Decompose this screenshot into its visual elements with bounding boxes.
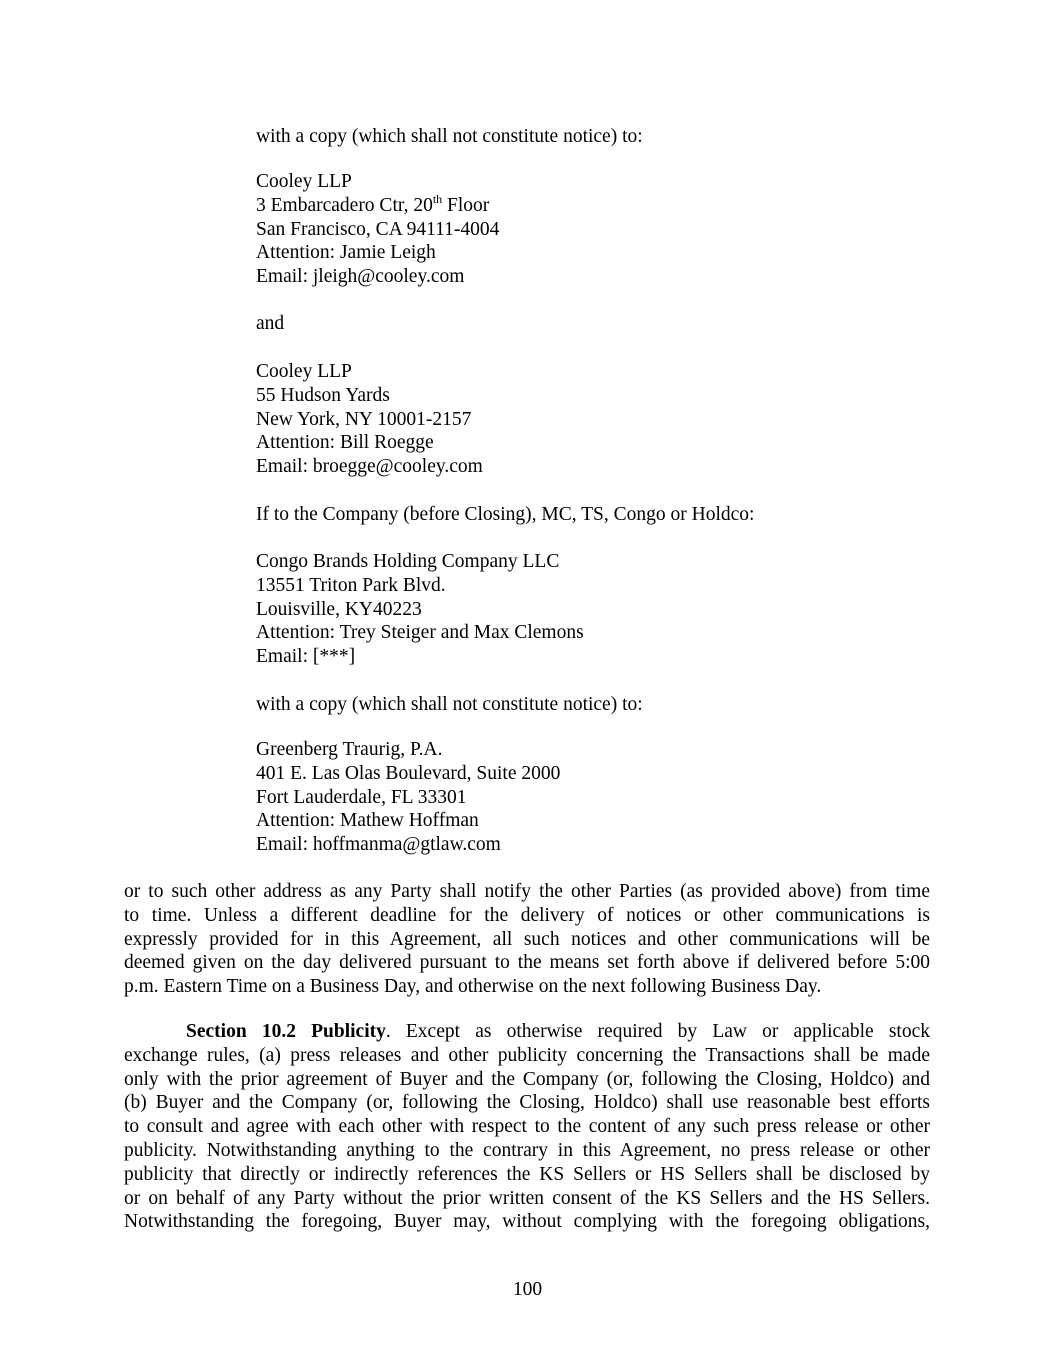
paragraph-line: p.m. Eastern Time on a Business Day, and otherwise on the next following Business Day. [124,976,822,998]
paragraph-line: only with the prior agreement of Buyer and the Company (or, following the Closing, Holdco) and [124,1068,930,1090]
paragraph-line: Notwithstanding the foregoing, Buyer may, without complying with the foregoing obligations, [124,1211,930,1233]
paragraph-line: (b) Buyer and the Company (or, following the Closing, Holdco) shall use reasonable best efforts [124,1092,930,1114]
paragraph-line: publicity that directly or indirectly references the KS Sellers or HS Sellers shall be disclosed by [124,1163,930,1185]
paragraph-line: expressly provided for in this Agreement, all such notices and other communications will be [124,928,930,950]
attention-line: Attention: Jamie Leigh [256,242,436,264]
street-address: 3 Embarcadero Ctr, 20th Floor [256,191,490,216]
email-line: Email: hoffmanma@gtlaw.com [256,834,501,856]
paragraph-line: or on behalf of any Party without the prior written consent of the KS Sellers and the HS Sellers. [124,1187,930,1209]
section-10-2-publicity [124,1020,930,1234]
firm-name: Cooley LLP [256,171,352,192]
address-block-cooley-ny [256,360,483,479]
attention-line: Attention: Trey Steiger and Max Clemons [256,622,584,644]
street-address: 55 Hudson Yards [256,384,390,406]
copy-notice-2: with a copy (which shall not constitute notice) to: [256,694,643,715]
paragraph-line: to time. Unless a different deadline for the delivery of notices or other communications is [124,904,930,926]
email-line: Email: [***] [256,646,356,668]
firm-name: Congo Brands Holding Company LLC [256,551,560,572]
and-separator: and [256,313,285,334]
paragraph-line: deemed given on the day delivered pursuant to the means set forth above if delivered before 5:00 [124,952,930,974]
if-to-company-heading: If to the Company (before Closing), MC, TS, Congo or Holdco: [256,504,755,525]
firm-name: Greenberg Traurig, P.A. [256,739,443,760]
section-first-line: Section 10.2 Publicity. Except as otherwise required by Law or applicable stock [186,1021,930,1042]
street-address: 13551 Triton Park Blvd. [256,574,446,596]
email-line: Email: broegge@cooley.com [256,456,483,478]
address-block-greenberg [256,738,560,857]
copy-notice-1: with a copy (which shall not constitute notice) to: [256,126,643,147]
firm-name: Cooley LLP [256,361,352,382]
paragraph-line: exchange rules, (a) press releases and other publicity concerning the Transactions shall be made [124,1044,930,1066]
address-block-congo [256,550,584,669]
city-line: Fort Lauderdale, FL 33301 [256,786,467,808]
email-line: Email: jleigh@cooley.com [256,266,465,288]
city-line: New York, NY 10001-2157 [256,408,472,430]
page-number: 100 [512,1279,543,1300]
paragraph-line: or to such other address as any Party shall notify the other Parties (as provided above) from time [124,881,930,902]
city-line: Louisville, KY40223 [256,598,422,620]
address-block-cooley-sf [256,170,499,289]
city-line: San Francisco, CA 94111-4004 [256,218,500,240]
notice-delivery-paragraph [124,880,930,999]
paragraph-line: to consult and agree with each other with respect to the content of any such press release or other [124,1116,930,1138]
paragraph-line: publicity. Notwithstanding anything to the contrary in this Agreement, no press release or other [124,1139,930,1161]
section-heading: Section 10.2 Publicity [186,1021,386,1042]
attention-line: Attention: Mathew Hoffman [256,810,479,832]
attention-line: Attention: Bill Roegge [256,432,434,454]
street-address: 401 E. Las Olas Boulevard, Suite 2000 [256,762,561,784]
